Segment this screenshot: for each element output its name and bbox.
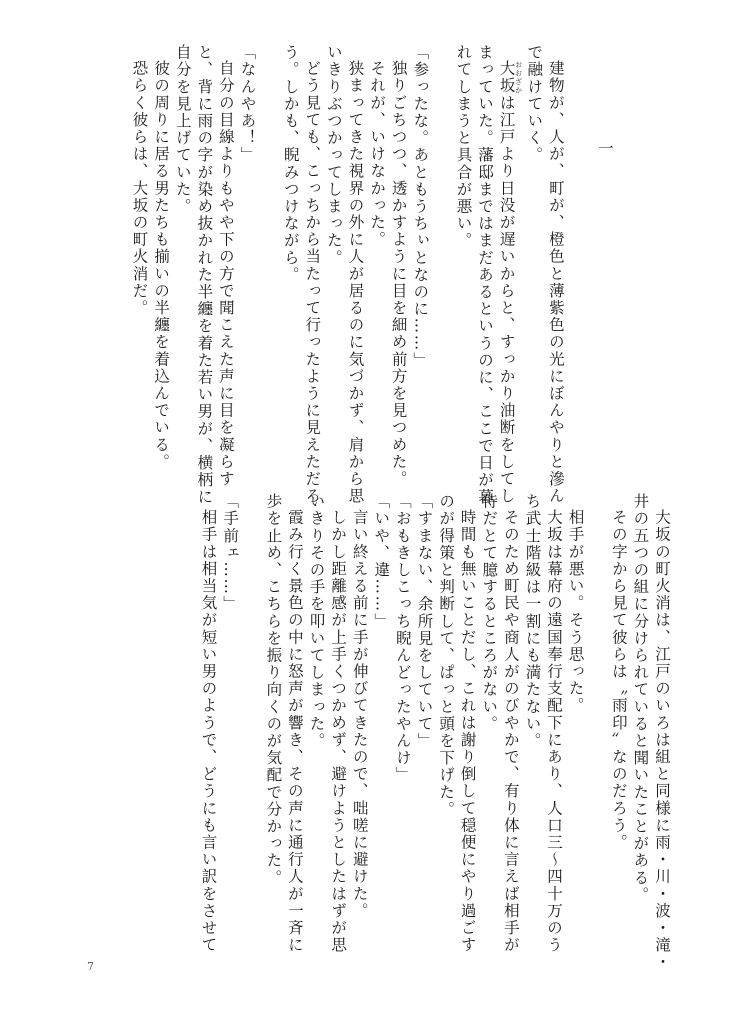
dialogue-line: 「なんやあ！」 (238, 44, 257, 164)
text-line: どう見ても、こっちから当たって行ったように見えただろ (303, 59, 322, 505)
text-line: 大坂の町火消は、江戸のいろは組と同様に雨・川・波・滝・ (653, 508, 671, 971)
ruby-base: 大坂 (497, 59, 516, 94)
ruby-annotation (497, 59, 523, 94)
blank-line (430, 44, 452, 464)
text-line: 霞み行く景色の中に怒声が響き、その声に通行人が一斉に (285, 508, 304, 954)
text-line: 自分を見上げていた。 (173, 44, 192, 215)
dialogue-line: 「すまない、余所見をしていて」 (415, 493, 434, 750)
dialogue-line: 「いや、違……」 (372, 493, 391, 630)
text-line: 侍だとて臆するところがない。 (480, 493, 499, 733)
text-line: ち武士階級は一割にも満たない。 (523, 493, 542, 750)
blank-line (258, 44, 280, 464)
text-line: 恐らく彼らは、大坂の町火消だ。 (130, 59, 149, 316)
text-line: 建物が、人が、町が、橙色と薄紫色の光にぼんやりと滲ん (546, 59, 565, 505)
text-line: 大坂は幕府の遠国奉行支配下にあり、人口三〜四十万のう (545, 508, 564, 954)
text-line: 時間も無いことだし、これは謝り倒して穏便にやり過ごす (458, 508, 477, 954)
text-line: そのため町民や商人がのびやかで、有り体に言えば相手が (501, 508, 520, 954)
chapter-heading: 一 (596, 140, 614, 158)
text-line (495, 44, 523, 505)
text-line: 言い終える前に手が伸びてきたので、咄嗟に避けた。 (350, 508, 369, 919)
text-line: 狭まってきた視界の外に人が居るのに気づかず、肩から思 (346, 59, 365, 505)
text-block-top (128, 44, 615, 506)
spacer (566, 44, 588, 464)
text-line: 自分の目線よりもやや下の方で聞こえた声に目を凝らす (216, 59, 235, 487)
text-line: いきりぶつかってしまった。 (324, 44, 343, 267)
text-line: 独りごちつつ、透かすように目を細め前方を見つめた。 (389, 59, 408, 487)
text-line: その字から見て彼らは〝雨印〟なのだろう。 (609, 508, 628, 851)
text-line: いきりその手を叩いてしまった。 (307, 493, 326, 750)
text-line: のが得策と判断して、ぱっと頭を下げた。 (437, 493, 456, 818)
text-line: れてしまうと具合が悪い。 (454, 44, 473, 250)
text-line: 歩を止め、こちらを振り向くのが気配で分かった。 (264, 493, 283, 887)
dialogue-line: 「おもきしこっち睨んどったやんけ」 (393, 493, 412, 784)
blank-line (586, 493, 608, 923)
text-line: まっていた。藩邸まではまだあるというのに、ここで日が暮 (476, 44, 495, 506)
text-line: 彼の周りに居る男たちも揃いの半纏を着込んでいる。 (152, 59, 171, 470)
text-line: それが、いけなかった。 (368, 59, 387, 248)
text-line: う。しかも、睨みつけながら。 (281, 44, 300, 284)
text-block-bottom (197, 493, 672, 971)
dialogue-line: 「手前ェ……」 (221, 493, 240, 613)
page-number: 7 (87, 960, 94, 973)
text-line: 井の五つの組に分けられていると聞いたことがある。 (631, 493, 650, 904)
dialogue-line: 「参ったな。あともうちぃとなのに……」 (411, 44, 430, 369)
ruby-reading: おおざか (514, 59, 523, 94)
text-line: 相手が悪い。そう思った。 (566, 508, 585, 714)
text-line-rest: は江戸より日没が遅いからと、すっかり油断をしてし (497, 93, 516, 505)
text-line: 相手は相当気が短い男のようで、どうにも言い訳をさせて (199, 508, 218, 954)
text-line: と、背に雨の字が染め抜かれた半纏を着た若い男が、横柄に (195, 44, 214, 506)
blank-line (240, 493, 262, 923)
text-line: で融けていく。 (525, 44, 544, 164)
text-line: しかし距離感が上手くつかめず、避けようとしたはずが思 (329, 508, 348, 954)
